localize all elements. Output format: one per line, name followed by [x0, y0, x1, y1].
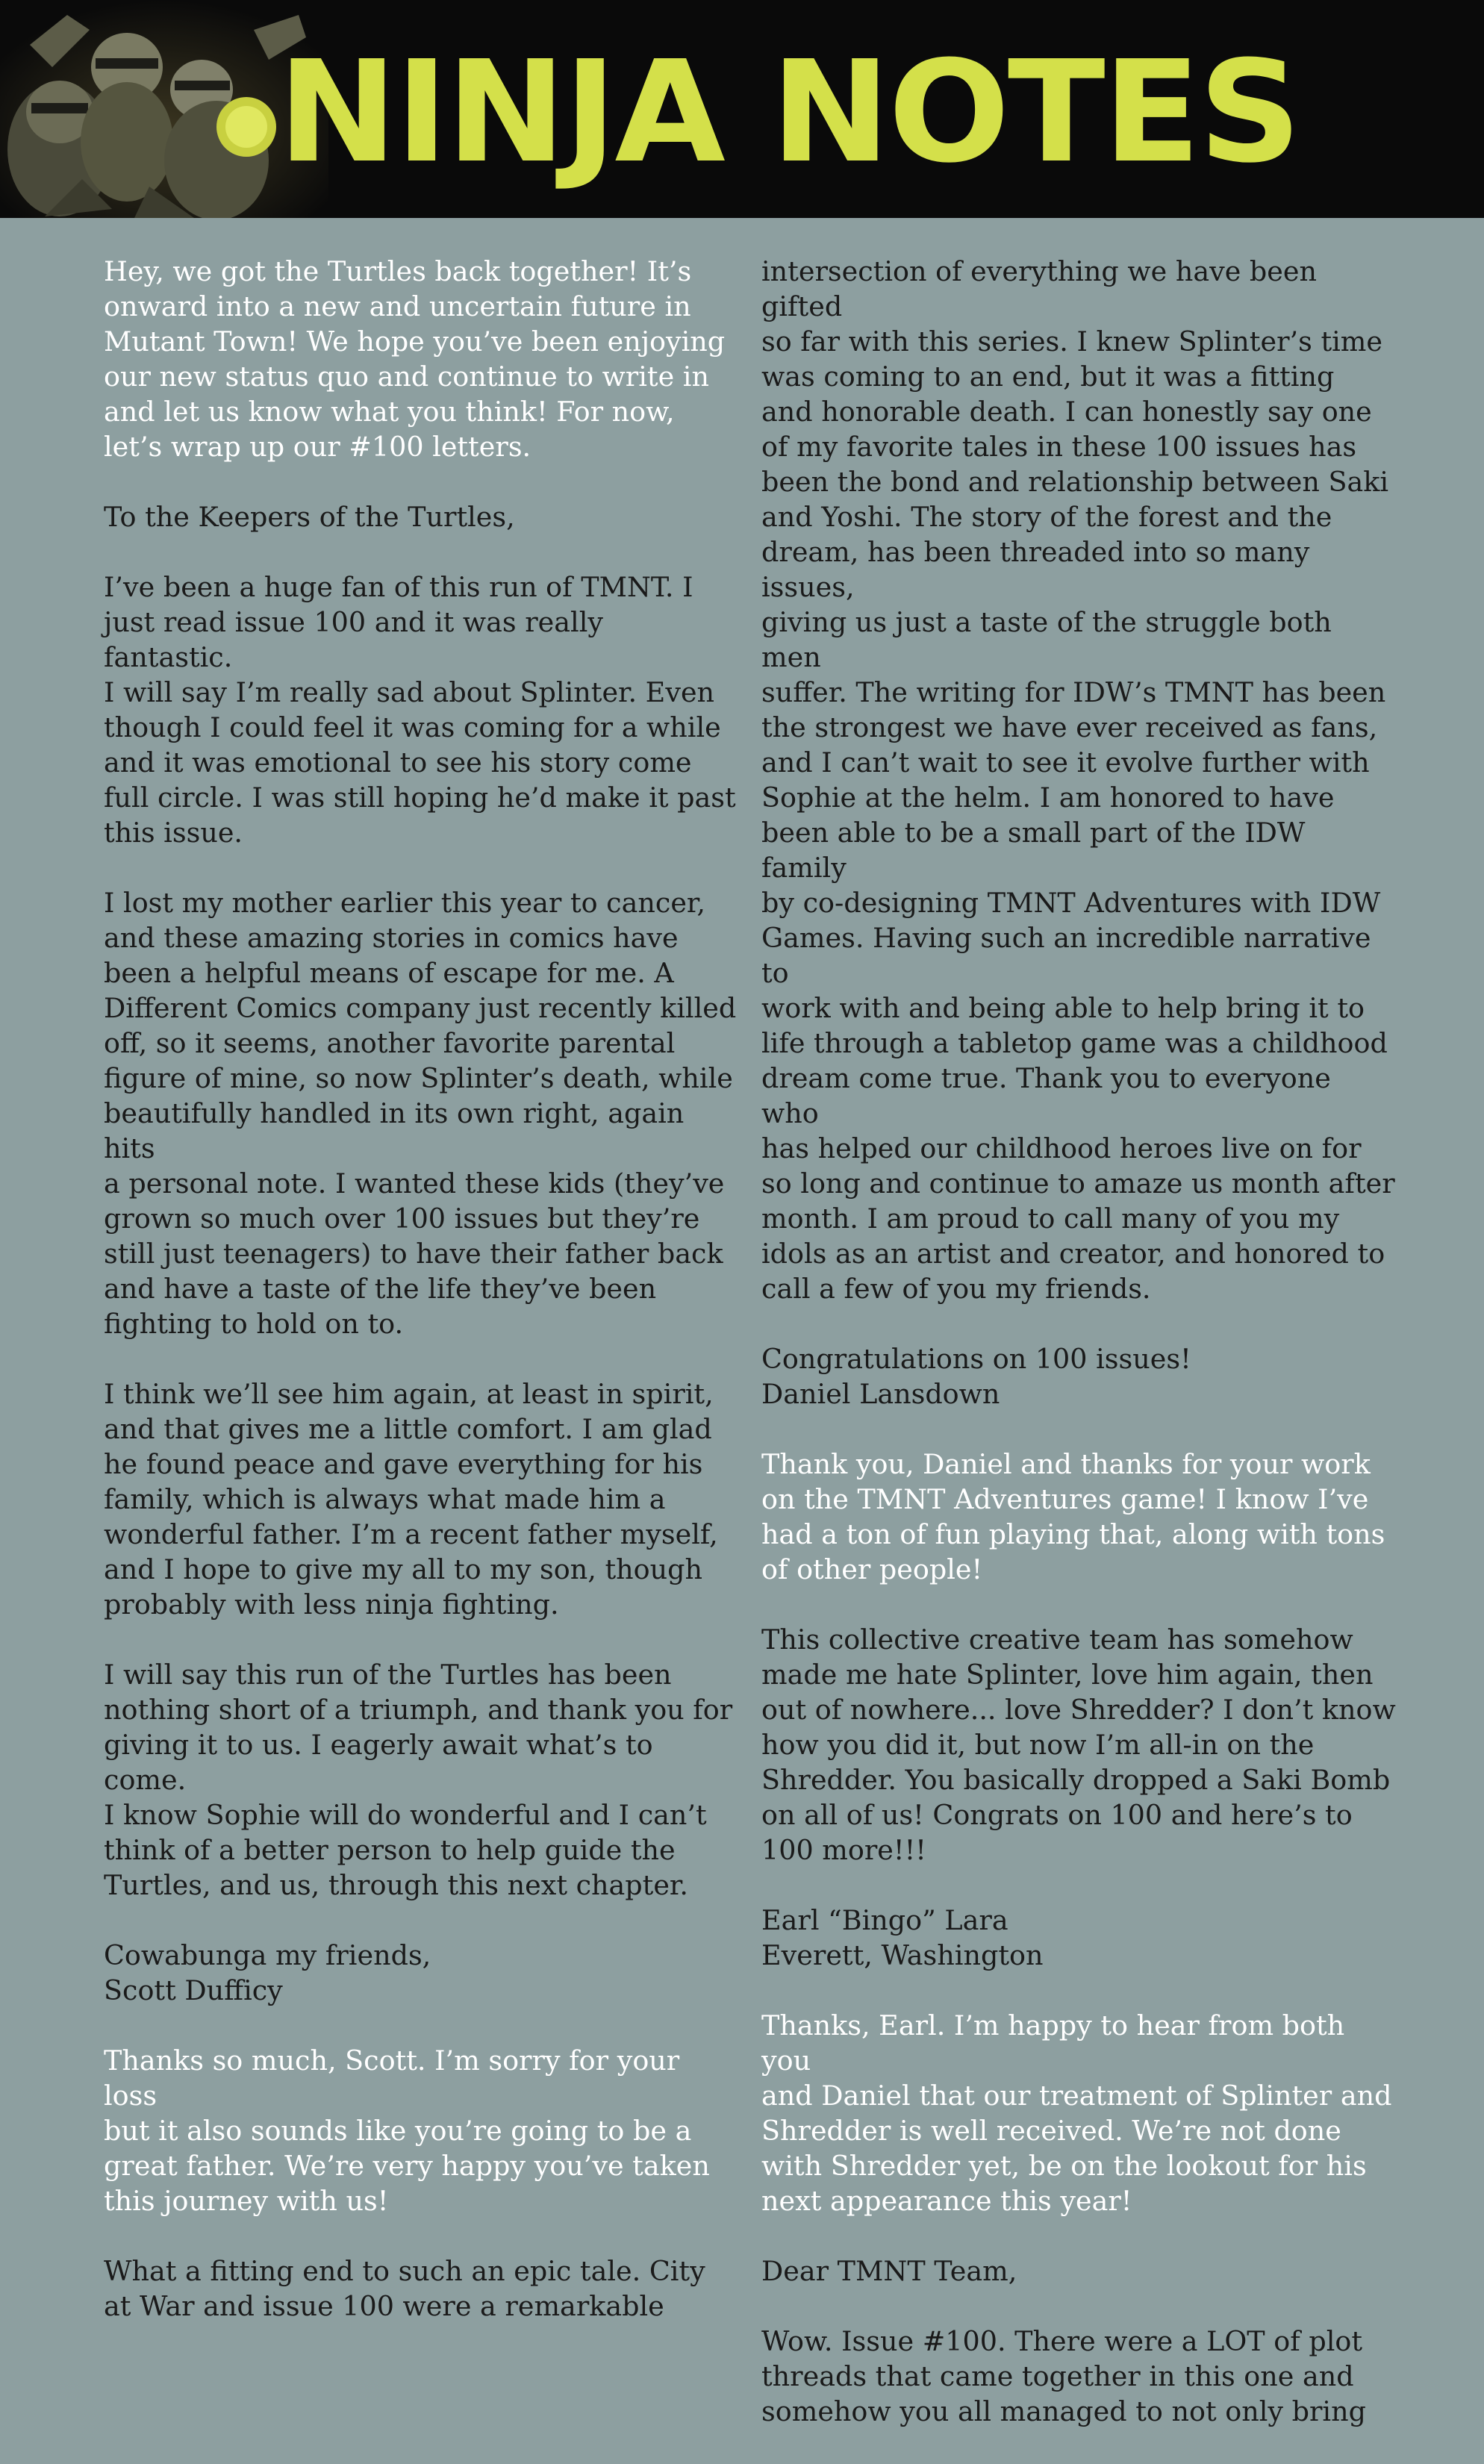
- page-header: [0, 0, 1484, 218]
- editor-reply: Thank you, Daniel and thanks for your work on the TMNT Adventures game! I know I’ve had a ton of fun playing that, along with tons of other people!: [761, 1448, 1385, 1585]
- letter-paragraph: I think we’ll see him again, at least in spirit, and that gives me a little comfort. I am glad he found peace and gave everything for his family, which is always what made him a wonderful father. I’m a recent father myself, and I hope to give my all to my son, though probably with less ninja fighting.: [104, 1378, 718, 1621]
- letter-salutation: To the Keepers of the Turtles,: [104, 501, 515, 533]
- letter-signature: Earl “Bingo” Lara Everett, Washington: [761, 1904, 1044, 1971]
- letter-paragraph: intersection of everything we have been gifted so far with this series. I knew Splinter’s time was coming to an end, but it was a fitting and honorable death. I can honestly say one of my favorite tales in these 100 issues has been the bond and relationship between Saki and Yoshi. The story of the forest and the dream, has been threaded into so many issues, giving us just a taste of the struggle both men suffer. The writing for IDW’s TMNT has been the strongest we have ever received as fans, and I can’t wait to see it evolve further with Sophie at the helm. I am honored to have been able to be a small part of the IDW family by co-designing TMNT Adventures with IDW Games. Having such an incredible narrative to work with and being able to help bring it to life through a tabletop game was a childhood dream come true. Thank you to everyone who has helped our childhood heroes live on for so long and continue to amaze us month after month. I am proud to call many of you my idols as an artist and creator, and honored to call a few of you my friends.: [761, 255, 1395, 1305]
- letter-paragraph: I’ve been a huge fan of this run of TMNT. I just read issue 100 and it was really fantastic. I will say I’m really sad about Splinter. Even though I could feel it was coming for a while and it was emotional to see his story come full circle. I was still hoping he’d make it past this issue.: [104, 571, 736, 849]
- letter-paragraph: What a fitting end to such an epic tale. City at War and issue 100 were a remarkable: [104, 2255, 705, 2322]
- editor-intro: Hey, we got the Turtles back together! It’s onward into a new and uncertain future in Mutant Town! We hope you’ve been enjoying our new status quo and continue to write in and let us know what you think! For now, let’s wrap up our #100 letters.: [104, 255, 726, 463]
- letter-paragraph: I will say this run of the Turtles has been nothing short of a triumph, and thank you for giving it to us. I eagerly await what’s to come. I know Sophie will do wonderful and I can’t think of a better person to help guide the Turtles, and us, through this next chapter.: [104, 1659, 733, 1901]
- letter-paragraph: This collective creative team has somehow made me hate Splinter, love him again, then out of nowhere... love Shredder? I don’t know how you did it, but now I’m all-in on the Shredder. You basically dropped a Saki Bomb on all of us! Congrats on 100 and here’s to 100 more!!!: [761, 1624, 1396, 1866]
- letter-paragraph: I lost my mother earlier this year to cancer, and these amazing stories in comics have been a helpful means of escape for me. A Different Comics company just recently killed off, so it seems, another favorite parental figure of mine, so now Splinter’s death, while beautifully handled in its own right, again hits a personal note. I wanted these kids (they’ve grown so much over 100 issues but they’re still just teenagers) to have their father back and have a taste of the life they’ve been fighting to hold on to.: [104, 887, 737, 1340]
- page-title: NINJA NOTES: [278, 31, 1300, 194]
- editor-reply: Thanks so much, Scott. I’m sorry for your loss but it also sounds like you’re going to be a great father. We’re very happy you’ve taken this journey with us!: [104, 2045, 710, 2217]
- letter-signature: Congratulations on 100 issues! Daniel Lansdown: [761, 1343, 1191, 1410]
- editor-reply: Thanks, Earl. I’m happy to hear from both you and Daniel that our treatment of Splinter and Shredder is well received. We’re not done with Shredder yet, be on the lookout for his next appearance this year!: [761, 2009, 1392, 2217]
- letters-column-left: [104, 254, 738, 2359]
- letter-paragraph: Wow. Issue #100. There were a LOT of plot threads that came together in this one and somehow you all managed to not only bring: [761, 2325, 1366, 2427]
- letter-salutation: Dear TMNT Team,: [761, 2255, 1017, 2287]
- letter-signature: Cowabunga my friends, Scott Dufficy: [104, 1939, 431, 2006]
- letters-column-right: [761, 254, 1396, 2464]
